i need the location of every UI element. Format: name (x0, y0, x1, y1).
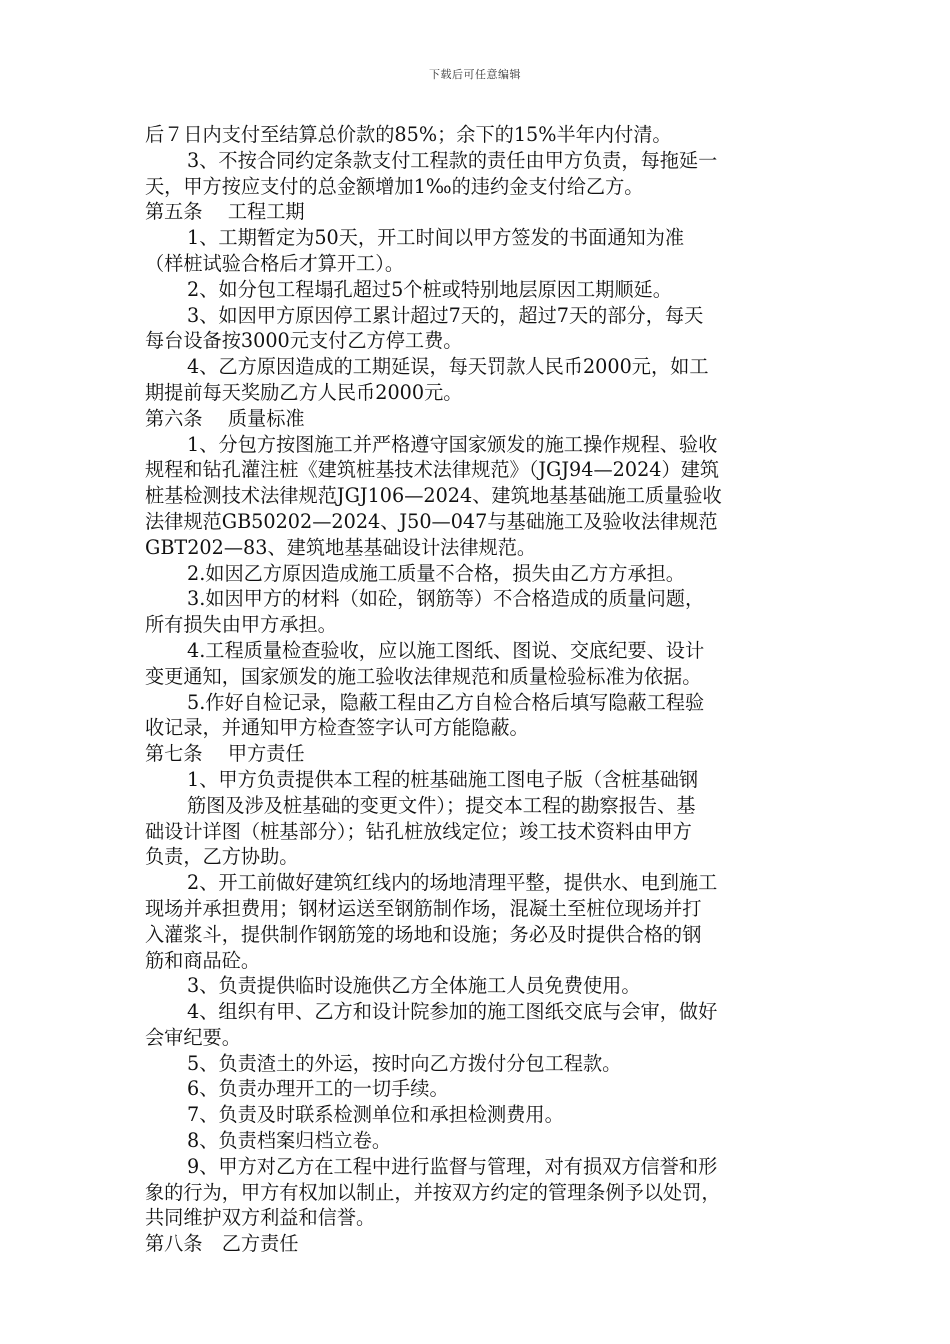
text-line: 6、负责办理开工的一切手续。 (187, 1077, 449, 1101)
text-line: 8、负责档案归档立卷。 (187, 1129, 392, 1153)
text-line: 5.作好自检记录，隐蔽工程由乙方自检合格后填写隐蔽工程验 (187, 690, 705, 714)
section-heading: 第八条 乙方责任 (145, 1232, 299, 1256)
text-line: 后７日内支付至结算总价款的85%；余下的15%半年内付清。 (145, 123, 672, 146)
text-line: 5、负责渣土的外运，按时向乙方拨付分包工程款。 (187, 1051, 622, 1075)
text-line: 4、乙方原因造成的工期延误，每天罚款人民币2000元，如工 (187, 355, 709, 379)
page-header: 下载后可任意编辑 (429, 68, 521, 81)
text-line: 1、分包方按图施工并严格遵守国家颁发的施工操作规程、验收 (187, 432, 718, 456)
text-line: 9、甲方对乙方在工程中进行监督与管理，对有损双方信誉和形 (187, 1154, 718, 1178)
text-line: 所有损失由甲方承担。 (145, 613, 337, 637)
text-line: 4.工程质量检查验收，应以施工图纸、图说、交底纪要、设计 (187, 638, 705, 662)
text-line: 础设计详图（桩基部分）；钻孔桩放线定位；竣工技术资料由甲方 (145, 819, 692, 843)
text-line: （样桩试验合格后才算开工）。 (145, 251, 405, 275)
section-heading: 第六条 质量标准 (145, 406, 305, 430)
text-line: 收记录，并通知甲方检查签字认可方能隐蔽。 (145, 716, 529, 740)
text-line: 筋和商品砼。 (145, 948, 261, 972)
text-line: 入灌浆斗，提供制作钢筋笼的场地和设施；务必及时提供合格的钢 (145, 922, 702, 946)
text-line: 天，甲方按应支付的总金额增加1‰的违约金支付给乙方。 (145, 174, 644, 198)
text-line: 规程和钻孔灌注桩《建筑桩基技术法律规范》（JGJ94—2024）建筑 (145, 458, 720, 482)
text-line: 负责，乙方协助。 (145, 845, 299, 869)
text-line: 7、负责及时联系检测单位和承担检测费用。 (187, 1103, 564, 1127)
text-line: 象的行为，甲方有权加以制止，并按双方约定的管理条例予以处罚， (145, 1180, 721, 1204)
text-line: 变更通知，国家颁发的施工验收法律规范和质量检验标准为依据。 (145, 664, 702, 688)
text-line: 期提前每天奖励乙方人民币2000元。 (145, 380, 463, 404)
text-line: 3、负责提供临时设施供乙方全体施工人员免费使用。 (187, 974, 641, 998)
text-line: GBT202—83、建筑地基基础设计法律规范。 (145, 535, 537, 559)
text-line: 2、如分包工程塌孔超过5个桩或特别地层原因工期顺延。 (187, 277, 672, 301)
text-line: 1、工期暂定为50天，开工时间以甲方签发的书面通知为准 (187, 226, 685, 250)
section-heading: 第七条 甲方责任 (145, 742, 305, 766)
text-line: 3、如因甲方原因停工累计超过7天的，超过7天的部分，每天 (187, 303, 704, 327)
document-body (145, 122, 807, 1257)
text-line: 现场并承担费用；钢材运送至钢筋制作场，混凝土至桩位现场并打 (145, 896, 702, 920)
text-line: 3、不按合同约定条款支付工程款的责任由甲方负责，每拖延一 (187, 148, 718, 172)
section-heading: 第五条 工程工期 (145, 200, 305, 224)
text-line: 法律规范GB50202—2024、J50—047与基础施工及验收法律规范 (145, 509, 718, 533)
text-line: 2、开工前做好建筑红线内的场地清理平整，提供水、电到施工 (187, 871, 718, 895)
text-line: 会审纪要。 (145, 1025, 241, 1049)
text-line: 共同维护双方利益和信誉。 (145, 1206, 376, 1230)
text-line: 3.如因甲方的材料（如砼，钢筋等）不合格造成的质量问题， (187, 587, 705, 611)
text-line: 2.如因乙方原因造成施工质量不合格，损失由乙方方承担。 (187, 561, 685, 585)
text-line: 桩基检测技术法律规范JGJ106—2024、建筑地基基础施工质量验收 (145, 484, 722, 508)
text-line: 筋图及涉及桩基础的变更文件）；提交本工程的勘察报告、基 (187, 793, 696, 817)
text-line: 每台设备按3000元支付乙方停工费。 (145, 329, 463, 353)
text-line: 4、组织有甲、乙方和设计院参加的施工图纸交底与会审，做好 (187, 1000, 718, 1024)
text-line: 1、甲方负责提供本工程的桩基础施工图电子版（含桩基础钢 (187, 767, 699, 791)
